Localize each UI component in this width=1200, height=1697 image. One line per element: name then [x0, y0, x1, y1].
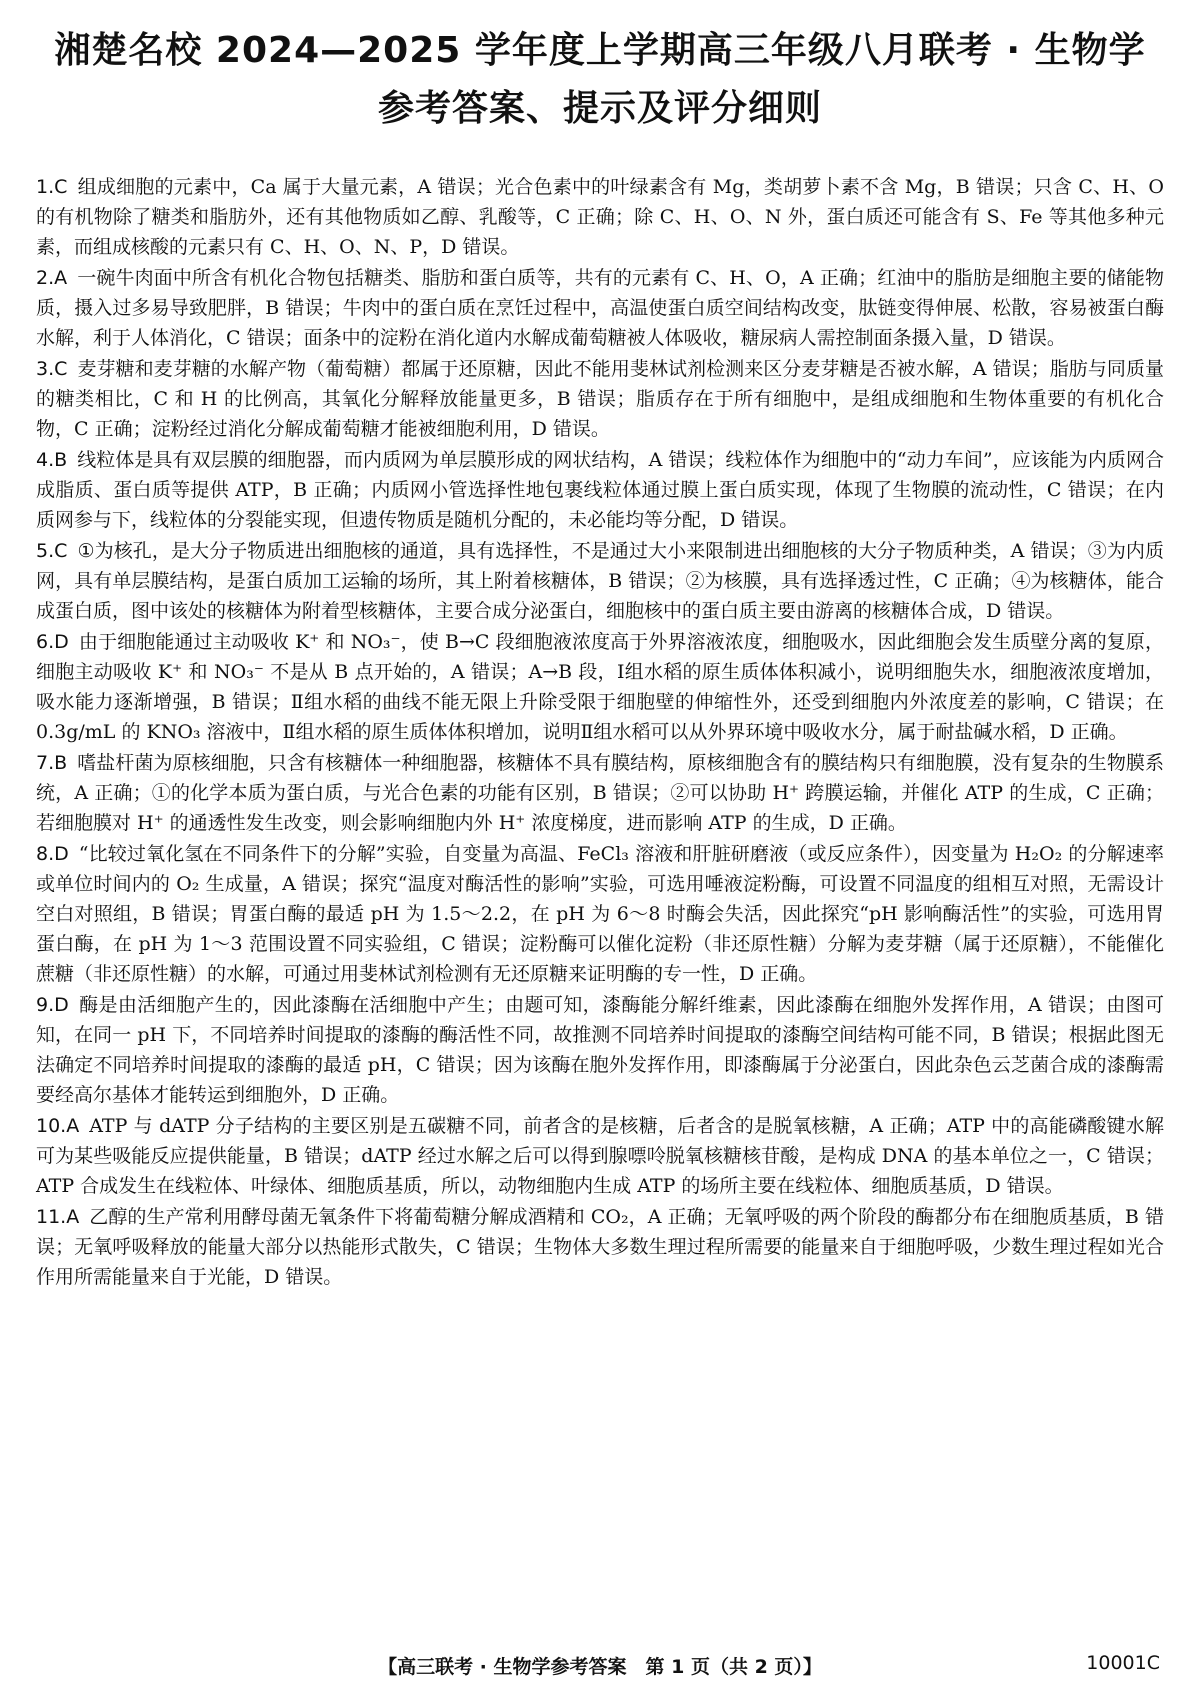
answer-explanation: “比较过氧化氢在不同条件下的分解”实验，自变量为高温、FeCl₃ 溶液和肝脏研磨液（或反应条件），因变量为 H₂O₂ 的分解速率或单位时间内的 O₂ 生成量，A 错误；探究“温度对酶活性的影响”实验，可选用唾液淀粉酶，可设置不同温度的组相互对照，无需设计空白对照组，B 错误；胃蛋白酶的最适 pH 为 1.5～2.2，在 pH 为 6～8 时酶会失活，因此探究“pH 影响酶活性”的实验，可选用胃蛋白酶，在 pH 为 1～3 范围设置不同实验组，C 错误；淀粉酶可以催化淀粉（非还原性糖）分解为麦芽糖（属于还原糖），不能催化蔗糖（非还原性糖）的水解，可通过用斐林试剂检测有无还原糖来证明酶的专一性，D 正确。	[36, 843, 1164, 985]
page-subtitle: 参考答案、提示及评分细则	[377, 88, 822, 129]
answer-item-3	[36, 354, 1164, 444]
answer-item-10	[36, 1111, 1164, 1201]
answer-item-5	[36, 536, 1164, 626]
answer-number: 3.C	[36, 358, 68, 380]
answer-number: 5.C	[36, 540, 68, 562]
answer-number: 8.D	[36, 843, 69, 865]
answer-item-7	[36, 748, 1164, 838]
answer-number: 9.D	[36, 994, 69, 1016]
answer-item-6	[36, 627, 1164, 747]
answer-explanation: 由于细胞能通过主动吸收 K⁺ 和 NO₃⁻，使 B→C 段细胞液浓度高于外界溶液浓度，细胞吸水，因此细胞会发生质壁分离的复原，细胞主动吸收 K⁺ 和 NO₃⁻ 不是从 B 点开始的，A 错误；A→B 段，Ⅰ组水稻的原生质体体积减小，说明细胞失水，细胞液浓度增加，吸水能力逐渐增强，B 错误；Ⅱ组水稻的曲线不能无限上升除受限于细胞壁的伸缩性外，还受到细胞内外浓度差的影响，C 错误；在 0.3g/mL 的 KNO₃ 溶液中，Ⅱ组水稻的原生质体体积增加，说明Ⅱ组水稻可以从外界环境中吸收水分，属于耐盐碱水稻，D 正确。	[36, 631, 1164, 743]
answer-number: 4.B	[36, 449, 68, 471]
answer-explanation: 一碗牛肉面中所含有机化合物包括糖类、脂肪和蛋白质等，共有的元素有 C、H、O，A 正确；红油中的脂肪是细胞主要的储能物质，摄入过多易导致肥胖，B 错误；牛肉中的蛋白质在烹饪过程中，高温使蛋白质空间结构改变，肽链变得伸展、松散，容易被蛋白酶水解，利于人体消化，C 错误；面条中的淀粉在消化道内水解成葡萄糖被人体吸收，糖尿病人需控制面条摄入量，D 错误。	[36, 267, 1164, 349]
page-title: 湘楚名校 2024—2025 学年度上学期高三年级八月联考 · 生物学	[54, 30, 1146, 71]
answer-explanation: ATP 与 dATP 分子结构的主要区别是五碳糖不同，前者含的是核糖，后者含的是脱氧核糖，A 正确；ATP 中的高能磷酸键水解可为某些吸能反应提供能量，B 错误；dATP 经过水解之后可以得到腺嘌呤脱氧核糖核苷酸，是构成 DNA 的基本单位之一，C 错误；ATP 合成发生在线粒体、叶绿体、细胞质基质，所以，动物细胞内生成 ATP 的场所主要在线粒体、细胞质基质，D 错误。	[36, 1115, 1164, 1197]
answer-explanation: ①为核孔，是大分子物质进出细胞核的通道，具有选择性，不是通过大小来限制进出细胞核的大分子物质种类，A 错误；③为内质网，具有单层膜结构，是蛋白质加工运输的场所，其上附着核糖体，B 错误；②为核膜，具有选择透过性，C 正确；④为核糖体，能合成蛋白质，图中该处的核糖体为附着型核糖体，主要合成分泌蛋白，细胞核中的蛋白质主要由游离的核糖体合成，D 错误。	[36, 540, 1164, 622]
footer-label: 【高三联考 · 生物学参考答案 第 1 页（共 2 页）】	[378, 1656, 822, 1678]
answer-number: 10.A	[36, 1115, 80, 1137]
answer-explanation: 乙醇的生产常利用酵母菌无氧条件下将葡萄糖分解成酒精和 CO₂，A 正确；无氧呼吸的两个阶段的酶都分布在细胞质基质，B 错误；无氧呼吸释放的能量大部分以热能形式散失，C 错误；生物体大多数生理过程所需要的能量来自于细胞呼吸，少数生理过程如光合作用所需能量来自于光能，D 错误。	[36, 1206, 1164, 1288]
answer-explanation: 嗜盐杆菌为原核细胞，只含有核糖体一种细胞器，核糖体不具有膜结构，原核细胞含有的膜结构只有细胞膜，没有复杂的生物膜系统，A 正确；①的化学本质为蛋白质，与光合色素的功能有区别，B 错误；②可以协助 H⁺ 跨膜运输，并催化 ATP 的生成，C 正确；若细胞膜对 H⁺ 的通透性发生改变，则会影响细胞内外 H⁺ 浓度梯度，进而影响 ATP 的生成，D 正确。	[36, 752, 1164, 834]
answer-item-11	[36, 1202, 1164, 1292]
answer-item-4	[36, 445, 1164, 535]
answer-explanation: 酶是由活细胞产生的，因此漆酶在活细胞中产生；由题可知，漆酶能分解纤维素，因此漆酶在细胞外发挥作用，A 错误；由图可知，在同一 pH 下，不同培养时间提取的漆酶的酶活性不同，故推测不同培养时间提取的漆酶空间结构可能不同，B 错误；根据此图无法确定不同培养时间提取的漆酶的最适 pH，C 错误；因为该酶在胞外发挥作用，即漆酶属于分泌蛋白，因此杂色云芝菌合成的漆酶需要经高尔基体才能转运到细胞外，D 正确。	[36, 994, 1164, 1106]
answer-item-9	[36, 990, 1164, 1110]
document-code: 10001C	[1086, 1652, 1160, 1674]
answer-number: 7.B	[36, 752, 68, 774]
answer-explanation: 麦芽糖和麦芽糖的水解产物（葡萄糖）都属于还原糖，因此不能用斐林试剂检测来区分麦芽糖是否被水解，A 错误；脂肪与同质量的糖类相比，C 和 H 的比例高，其氧化分解释放能量更多，B 错误；脂质存在于所有细胞中，是组成细胞和生物体重要的有机化合物，C 正确；淀粉经过消化分解成葡萄糖才能被细胞利用，D 错误。	[36, 358, 1164, 440]
answer-number: 6.D	[36, 631, 69, 653]
answer-item-2	[36, 263, 1164, 353]
answer-list	[36, 172, 1164, 1293]
answer-number: 2.A	[36, 267, 68, 289]
answer-explanation: 线粒体是具有双层膜的细胞器，而内质网为单层膜形成的网状结构，A 错误；线粒体作为细胞中的“动力车间”，应该能为内质网合成脂质、蛋白质等提供 ATP，B 正确；内质网小管选择性地包裹线粒体通过膜上蛋白质实现，体现了生物膜的流动性，C 错误；在内质网参与下，线粒体的分裂能实现，但遗传物质是随机分配的，未必能均等分配，D 错误。	[36, 449, 1164, 531]
answer-explanation: 组成细胞的元素中，Ca 属于大量元素，A 错误；光合色素中的叶绿素含有 Mg，类胡萝卜素不含 Mg，B 错误；只含 C、H、O 的有机物除了糖类和脂肪外，还有其他物质如乙醇、乳酸等，C 正确；除 C、H、O、N 外，蛋白质还可能含有 S、Fe 等其他多种元素，而组成核酸的元素只有 C、H、O、N、P，D 错误。	[36, 176, 1164, 258]
answer-number: 11.A	[36, 1206, 80, 1228]
answer-item-8	[36, 839, 1164, 989]
answer-number: 1.C	[36, 176, 68, 198]
answer-item-1	[36, 172, 1164, 262]
